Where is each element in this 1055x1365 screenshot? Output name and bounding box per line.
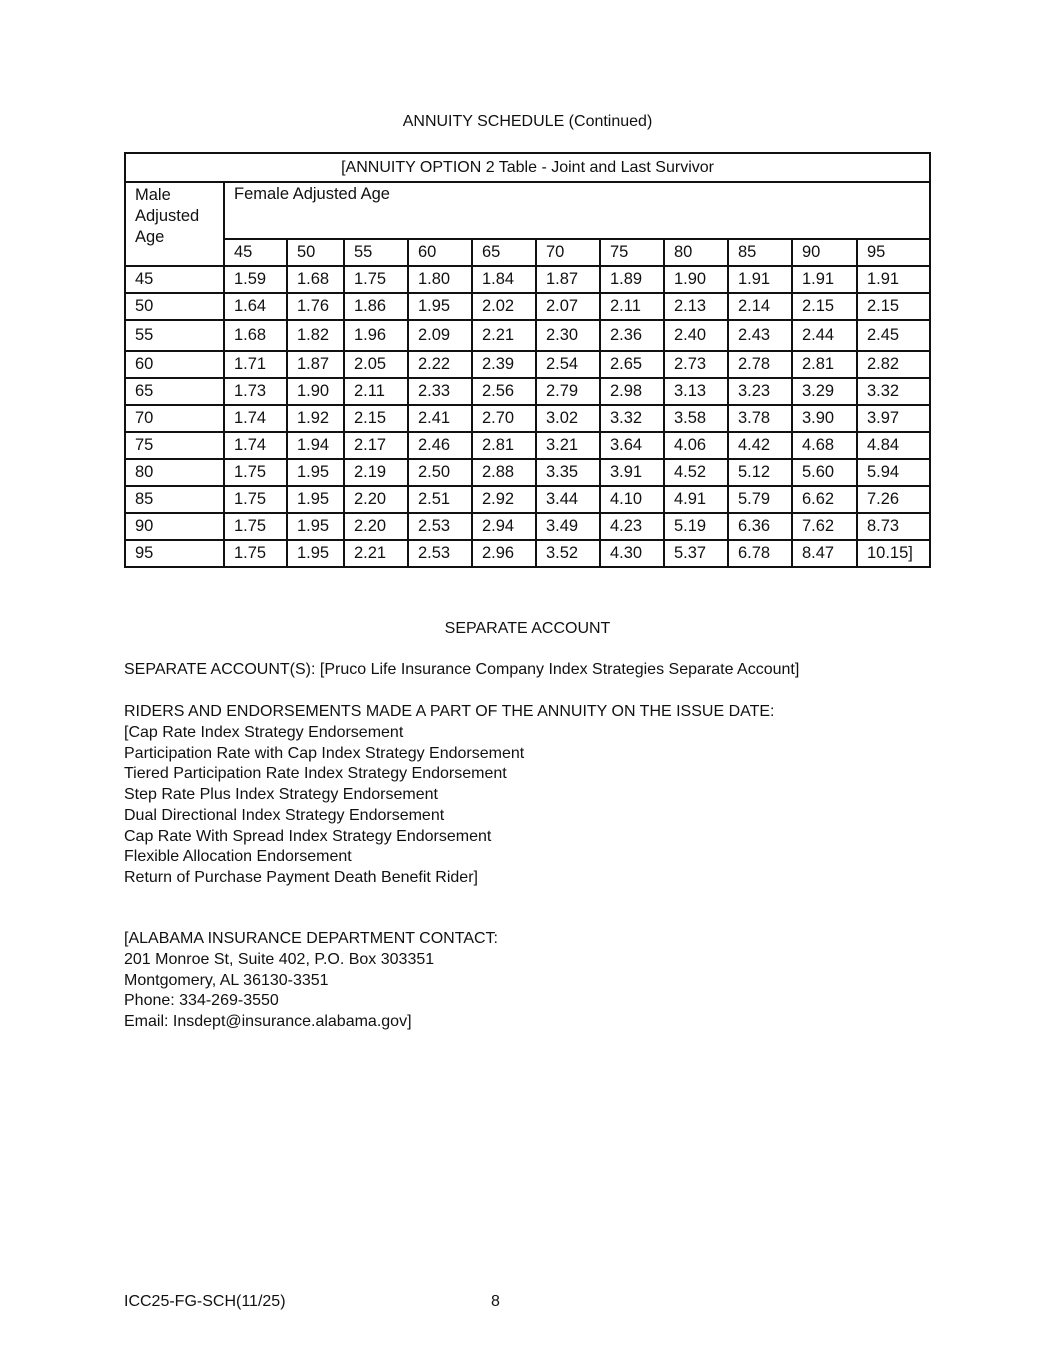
factor-cell: 4.42: [728, 432, 792, 459]
factor-cell: 2.36: [600, 320, 664, 351]
factor-cell: 1.68: [224, 320, 287, 351]
factor-cell: 1.89: [600, 266, 664, 293]
factor-cell: 1.87: [287, 351, 344, 378]
male-age-cell: 85: [125, 486, 224, 513]
separate-accounts-value: [Pruco Life Insurance Company Index Strategies Separate Account]: [319, 661, 800, 678]
factor-cell: 2.92: [472, 486, 536, 513]
factor-cell: 2.46: [408, 432, 472, 459]
factor-cell: 2.78: [728, 351, 792, 378]
list-item: Tiered Participation Rate Index Strategy Endorsement: [124, 765, 507, 783]
female-age-header-cell: 55: [344, 239, 408, 266]
list-item: Cap Rate With Spread Index Strategy Endorsement: [124, 827, 492, 845]
factor-cell: 2.15: [857, 293, 930, 320]
factor-cell: 1.95: [287, 540, 344, 567]
factor-cell: 5.60: [792, 459, 857, 486]
factor-cell: 6.36: [728, 513, 792, 540]
separate-accounts-line: [124, 661, 799, 679]
factor-cell: 1.74: [224, 432, 287, 459]
factor-cell: 5.12: [728, 459, 792, 486]
factor-cell: 2.65: [600, 351, 664, 378]
factor-cell: 2.51: [408, 486, 472, 513]
factor-cell: 2.43: [728, 320, 792, 351]
separate-account-title: SEPARATE ACCOUNT: [444, 620, 611, 637]
factor-cell: 1.76: [287, 293, 344, 320]
factor-cell: 10.15]: [857, 540, 930, 567]
factor-cell: 1.75: [224, 540, 287, 567]
female-age-header-cell: 80: [664, 239, 728, 266]
riders-heading: RIDERS AND ENDORSEMENTS MADE A PART OF THE ANNUITY ON THE ISSUE DATE:: [124, 703, 775, 720]
factor-cell: 3.23: [728, 378, 792, 405]
factor-cell: 4.23: [600, 513, 664, 540]
factor-cell: 3.64: [600, 432, 664, 459]
factor-cell: 2.70: [472, 405, 536, 432]
factor-cell: 3.13: [664, 378, 728, 405]
factor-cell: 4.68: [792, 432, 857, 459]
factor-cell: 2.21: [472, 320, 536, 351]
factor-cell: 2.41: [408, 405, 472, 432]
factor-cell: 2.19: [344, 459, 408, 486]
male-age-cell: 45: [125, 266, 224, 293]
factor-cell: 2.81: [792, 351, 857, 378]
factor-cell: 2.39: [472, 351, 536, 378]
factor-cell: 3.97: [857, 405, 930, 432]
table-row: [125, 378, 930, 405]
factor-cell: 2.88: [472, 459, 536, 486]
table-row: [125, 513, 930, 540]
factor-cell: 1.95: [287, 459, 344, 486]
factor-cell: 8.73: [857, 513, 930, 540]
factor-cell: 2.50: [408, 459, 472, 486]
factor-cell: 1.82: [287, 320, 344, 351]
factor-cell: 3.29: [792, 378, 857, 405]
contact-city: Montgomery, AL 36130-3351: [124, 971, 329, 989]
factor-cell: 3.21: [536, 432, 600, 459]
factor-cell: 3.58: [664, 405, 728, 432]
factor-cell: 2.40: [664, 320, 728, 351]
factor-cell: 3.32: [600, 405, 664, 432]
schedule-title: ANNUITY SCHEDULE (Continued): [402, 113, 653, 130]
table-row: [125, 432, 930, 459]
factor-cell: 5.19: [664, 513, 728, 540]
factor-cell: 2.15: [792, 293, 857, 320]
female-age-header-cell: 45: [224, 239, 287, 266]
female-age-header-cell: 65: [472, 239, 536, 266]
factor-cell: 2.11: [344, 378, 408, 405]
factor-cell: 2.05: [344, 351, 408, 378]
factor-cell: 3.52: [536, 540, 600, 567]
factor-cell: 1.87: [536, 266, 600, 293]
factor-cell: 4.84: [857, 432, 930, 459]
factor-cell: 1.95: [287, 513, 344, 540]
female-age-header-cell: 50: [287, 239, 344, 266]
female-adjusted-age-header: Female Adjusted Age: [224, 182, 930, 239]
factor-cell: 4.10: [600, 486, 664, 513]
factor-cell: 1.75: [224, 486, 287, 513]
table-row: [125, 320, 930, 351]
factor-cell: 1.91: [792, 266, 857, 293]
male-age-cell: 60: [125, 351, 224, 378]
factor-cell: 2.73: [664, 351, 728, 378]
factor-cell: 2.54: [536, 351, 600, 378]
factor-cell: 3.02: [536, 405, 600, 432]
annuity-option-2-table: [124, 152, 931, 568]
factor-cell: 2.15: [344, 405, 408, 432]
female-ages-row: [125, 239, 930, 266]
table-row: [125, 266, 930, 293]
factor-cell: 3.91: [600, 459, 664, 486]
factor-cell: 2.07: [536, 293, 600, 320]
contact-heading: [ALABAMA INSURANCE DEPARTMENT CONTACT:: [124, 930, 498, 947]
factor-cell: 4.52: [664, 459, 728, 486]
factor-cell: 2.94: [472, 513, 536, 540]
factor-cell: 1.84: [472, 266, 536, 293]
table-row: [125, 540, 930, 567]
list-item: Return of Purchase Payment Death Benefit Rider]: [124, 868, 478, 886]
factor-cell: 4.91: [664, 486, 728, 513]
factor-cell: 2.11: [600, 293, 664, 320]
factor-cell: 1.64: [224, 293, 287, 320]
factor-cell: 2.33: [408, 378, 472, 405]
factor-cell: 1.75: [224, 459, 287, 486]
list-item: [Cap Rate Index Strategy Endorsement: [124, 724, 404, 741]
separate-accounts-label: SEPARATE ACCOUNT(S):: [124, 661, 316, 678]
female-age-header-cell: 95: [857, 239, 930, 266]
factor-cell: 5.37: [664, 540, 728, 567]
male-age-cell: 65: [125, 378, 224, 405]
factor-cell: 1.80: [408, 266, 472, 293]
factor-cell: 2.44: [792, 320, 857, 351]
factor-cell: 1.92: [287, 405, 344, 432]
factor-cell: 1.71: [224, 351, 287, 378]
table-row: [125, 293, 930, 320]
factor-cell: 1.91: [857, 266, 930, 293]
list-item: Participation Rate with Cap Index Strategy Endorsement: [124, 744, 525, 762]
factor-cell: 4.06: [664, 432, 728, 459]
factor-cell: 1.95: [408, 293, 472, 320]
factor-cell: 3.49: [536, 513, 600, 540]
contact-address: 201 Monroe St, Suite 402, P.O. Box 303351: [124, 951, 435, 968]
factor-cell: 2.09: [408, 320, 472, 351]
factor-cell: 1.73: [224, 378, 287, 405]
female-age-header-cell: 75: [600, 239, 664, 266]
factor-cell: 3.35: [536, 459, 600, 486]
male-age-cell: 50: [125, 293, 224, 320]
list-item: Dual Directional Index Strategy Endorsement: [124, 806, 445, 824]
table-row: [125, 405, 930, 432]
riders-list: [124, 723, 524, 889]
factor-cell: 2.45: [857, 320, 930, 351]
contact-email: Email: Insdept@insurance.alabama.gov]: [124, 1013, 412, 1031]
factor-cell: 2.21: [344, 540, 408, 567]
factor-cell: 3.90: [792, 405, 857, 432]
list-item: Flexible Allocation Endorsement: [124, 848, 352, 866]
table-row: [125, 459, 930, 486]
female-age-header-cell: 90: [792, 239, 857, 266]
factor-cell: 3.44: [536, 486, 600, 513]
factor-cell: 6.62: [792, 486, 857, 513]
factor-cell: 2.96: [472, 540, 536, 567]
male-age-cell: 90: [125, 513, 224, 540]
table-caption: [ANNUITY OPTION 2 Table - Joint and Last Survivor: [125, 153, 930, 182]
factor-cell: 2.02: [472, 293, 536, 320]
factor-cell: 1.59: [224, 266, 287, 293]
factor-cell: 2.98: [600, 378, 664, 405]
factor-cell: 1.74: [224, 405, 287, 432]
factor-cell: 2.13: [664, 293, 728, 320]
contact-phone: Phone: 334-269-3550: [124, 992, 279, 1010]
factor-cell: 1.94: [287, 432, 344, 459]
form-number: ICC25-FG-SCH(11/25): [124, 1293, 286, 1310]
factor-cell: 5.79: [728, 486, 792, 513]
factor-cell: 2.53: [408, 540, 472, 567]
contact-block: [124, 950, 434, 1033]
factor-cell: 7.26: [857, 486, 930, 513]
page-number: 8: [491, 1293, 500, 1310]
factor-cell: 1.90: [664, 266, 728, 293]
factor-cell: 8.47: [792, 540, 857, 567]
factor-cell: 1.86: [344, 293, 408, 320]
factor-cell: 2.14: [728, 293, 792, 320]
factor-cell: 2.82: [857, 351, 930, 378]
male-adjusted-age-header: Male Adjusted Age: [125, 182, 224, 266]
factor-cell: 3.32: [857, 378, 930, 405]
factor-cell: 1.91: [728, 266, 792, 293]
factor-cell: 2.53: [408, 513, 472, 540]
factor-cell: 2.79: [536, 378, 600, 405]
female-age-header-cell: 85: [728, 239, 792, 266]
male-age-cell: 55: [125, 320, 224, 351]
factor-cell: 4.30: [600, 540, 664, 567]
list-item: Step Rate Plus Index Strategy Endorsement: [124, 786, 438, 804]
factor-cell: 2.30: [536, 320, 600, 351]
factor-cell: 7.62: [792, 513, 857, 540]
factor-cell: 6.78: [728, 540, 792, 567]
factor-cell: 2.81: [472, 432, 536, 459]
factor-cell: 1.75: [224, 513, 287, 540]
male-age-cell: 70: [125, 405, 224, 432]
table-row: [125, 486, 930, 513]
factor-cell: 2.20: [344, 513, 408, 540]
factor-cell: 2.56: [472, 378, 536, 405]
female-age-header-cell: 60: [408, 239, 472, 266]
factor-cell: 1.75: [344, 266, 408, 293]
female-age-header-cell: 70: [536, 239, 600, 266]
factor-cell: 1.96: [344, 320, 408, 351]
factor-cell: 2.20: [344, 486, 408, 513]
factor-cell: 1.90: [287, 378, 344, 405]
factor-cell: 2.17: [344, 432, 408, 459]
factor-cell: 3.78: [728, 405, 792, 432]
male-age-cell: 75: [125, 432, 224, 459]
factor-cell: 5.94: [857, 459, 930, 486]
male-age-cell: 80: [125, 459, 224, 486]
factor-cell: 1.68: [287, 266, 344, 293]
factor-cell: 2.22: [408, 351, 472, 378]
male-age-cell: 95: [125, 540, 224, 567]
table-row: [125, 351, 930, 378]
factor-cell: 1.95: [287, 486, 344, 513]
